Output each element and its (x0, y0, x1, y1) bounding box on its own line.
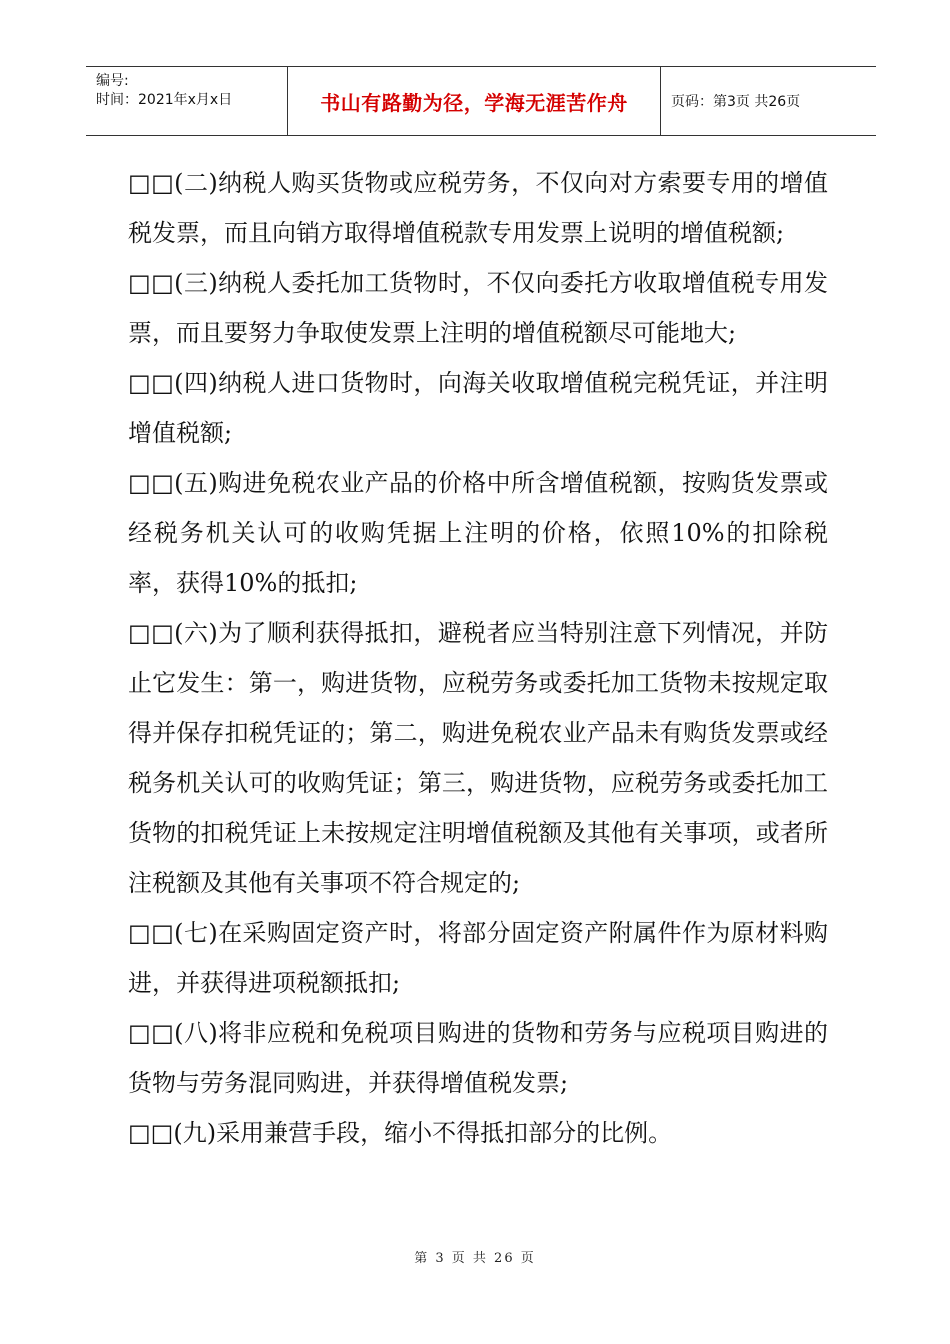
document-body (128, 158, 828, 1158)
paragraph-7: □□(七)在采购固定资产时，将部分固定资产附属件作为原材料购进，并获得进项税额抵扣; (128, 919, 828, 997)
paragraph-9: □□(九)采用兼营手段，缩小不得抵扣部分的比例。 (128, 1119, 673, 1147)
page-footer: 第 3 页 共 26 页 (414, 1251, 536, 1266)
paragraph-2: □□(二)纳税人购买货物或应税劳务，不仅向对方索要专用的增值税发票，而且向销方取得增值税款专用发票上说明的增值税额; (128, 169, 828, 247)
time-label: 时间：2021年x月x日 (96, 92, 233, 108)
paragraph-4: □□(四)纳税人进口货物时，向海关收取增值税完税凭证，并注明增值税额; (128, 369, 828, 447)
paragraph-8: □□(八)将非应税和免税项目购进的货物和劳务与应税项目购进的货物与劳务混同购进，并获得增值税发票; (128, 1019, 828, 1097)
header-meta (86, 67, 287, 135)
number-label: 编号: (96, 73, 129, 89)
page-header (86, 66, 876, 136)
header-page-code: 页码：第3页 共26页 (671, 94, 801, 110)
paragraph-3: □□(三)纳税人委托加工货物时，不仅向委托方收取增值税专用发票，而且要努力争取使发票上注明的增值税额尽可能地大; (128, 269, 828, 347)
paragraph-6: □□(六)为了顺利获得抵扣，避税者应当特别注意下列情况，并防止它发生：第一，购进货物，应税劳务或委托加工货物未按规定取得并保存扣税凭证的；第二，购进免税农业产品未有购货发票或经税务机关认可的收购凭证；第三，购进货物，应税劳务或委托加工货物的扣税凭证上未按规定注明增值税额及其他有关事项，或者所注税额及其他有关事项不符合规定的; (128, 619, 828, 897)
header-motto: 书山有路勤为径，学海无涯苦作舟 (287, 67, 661, 135)
paragraph-5: □□(五)购进免税农业产品的价格中所含增值税额，按购货发票或经税务机关认可的收购凭据上注明的价格，依照10%的扣除税率，获得10%的抵扣; (128, 469, 828, 597)
